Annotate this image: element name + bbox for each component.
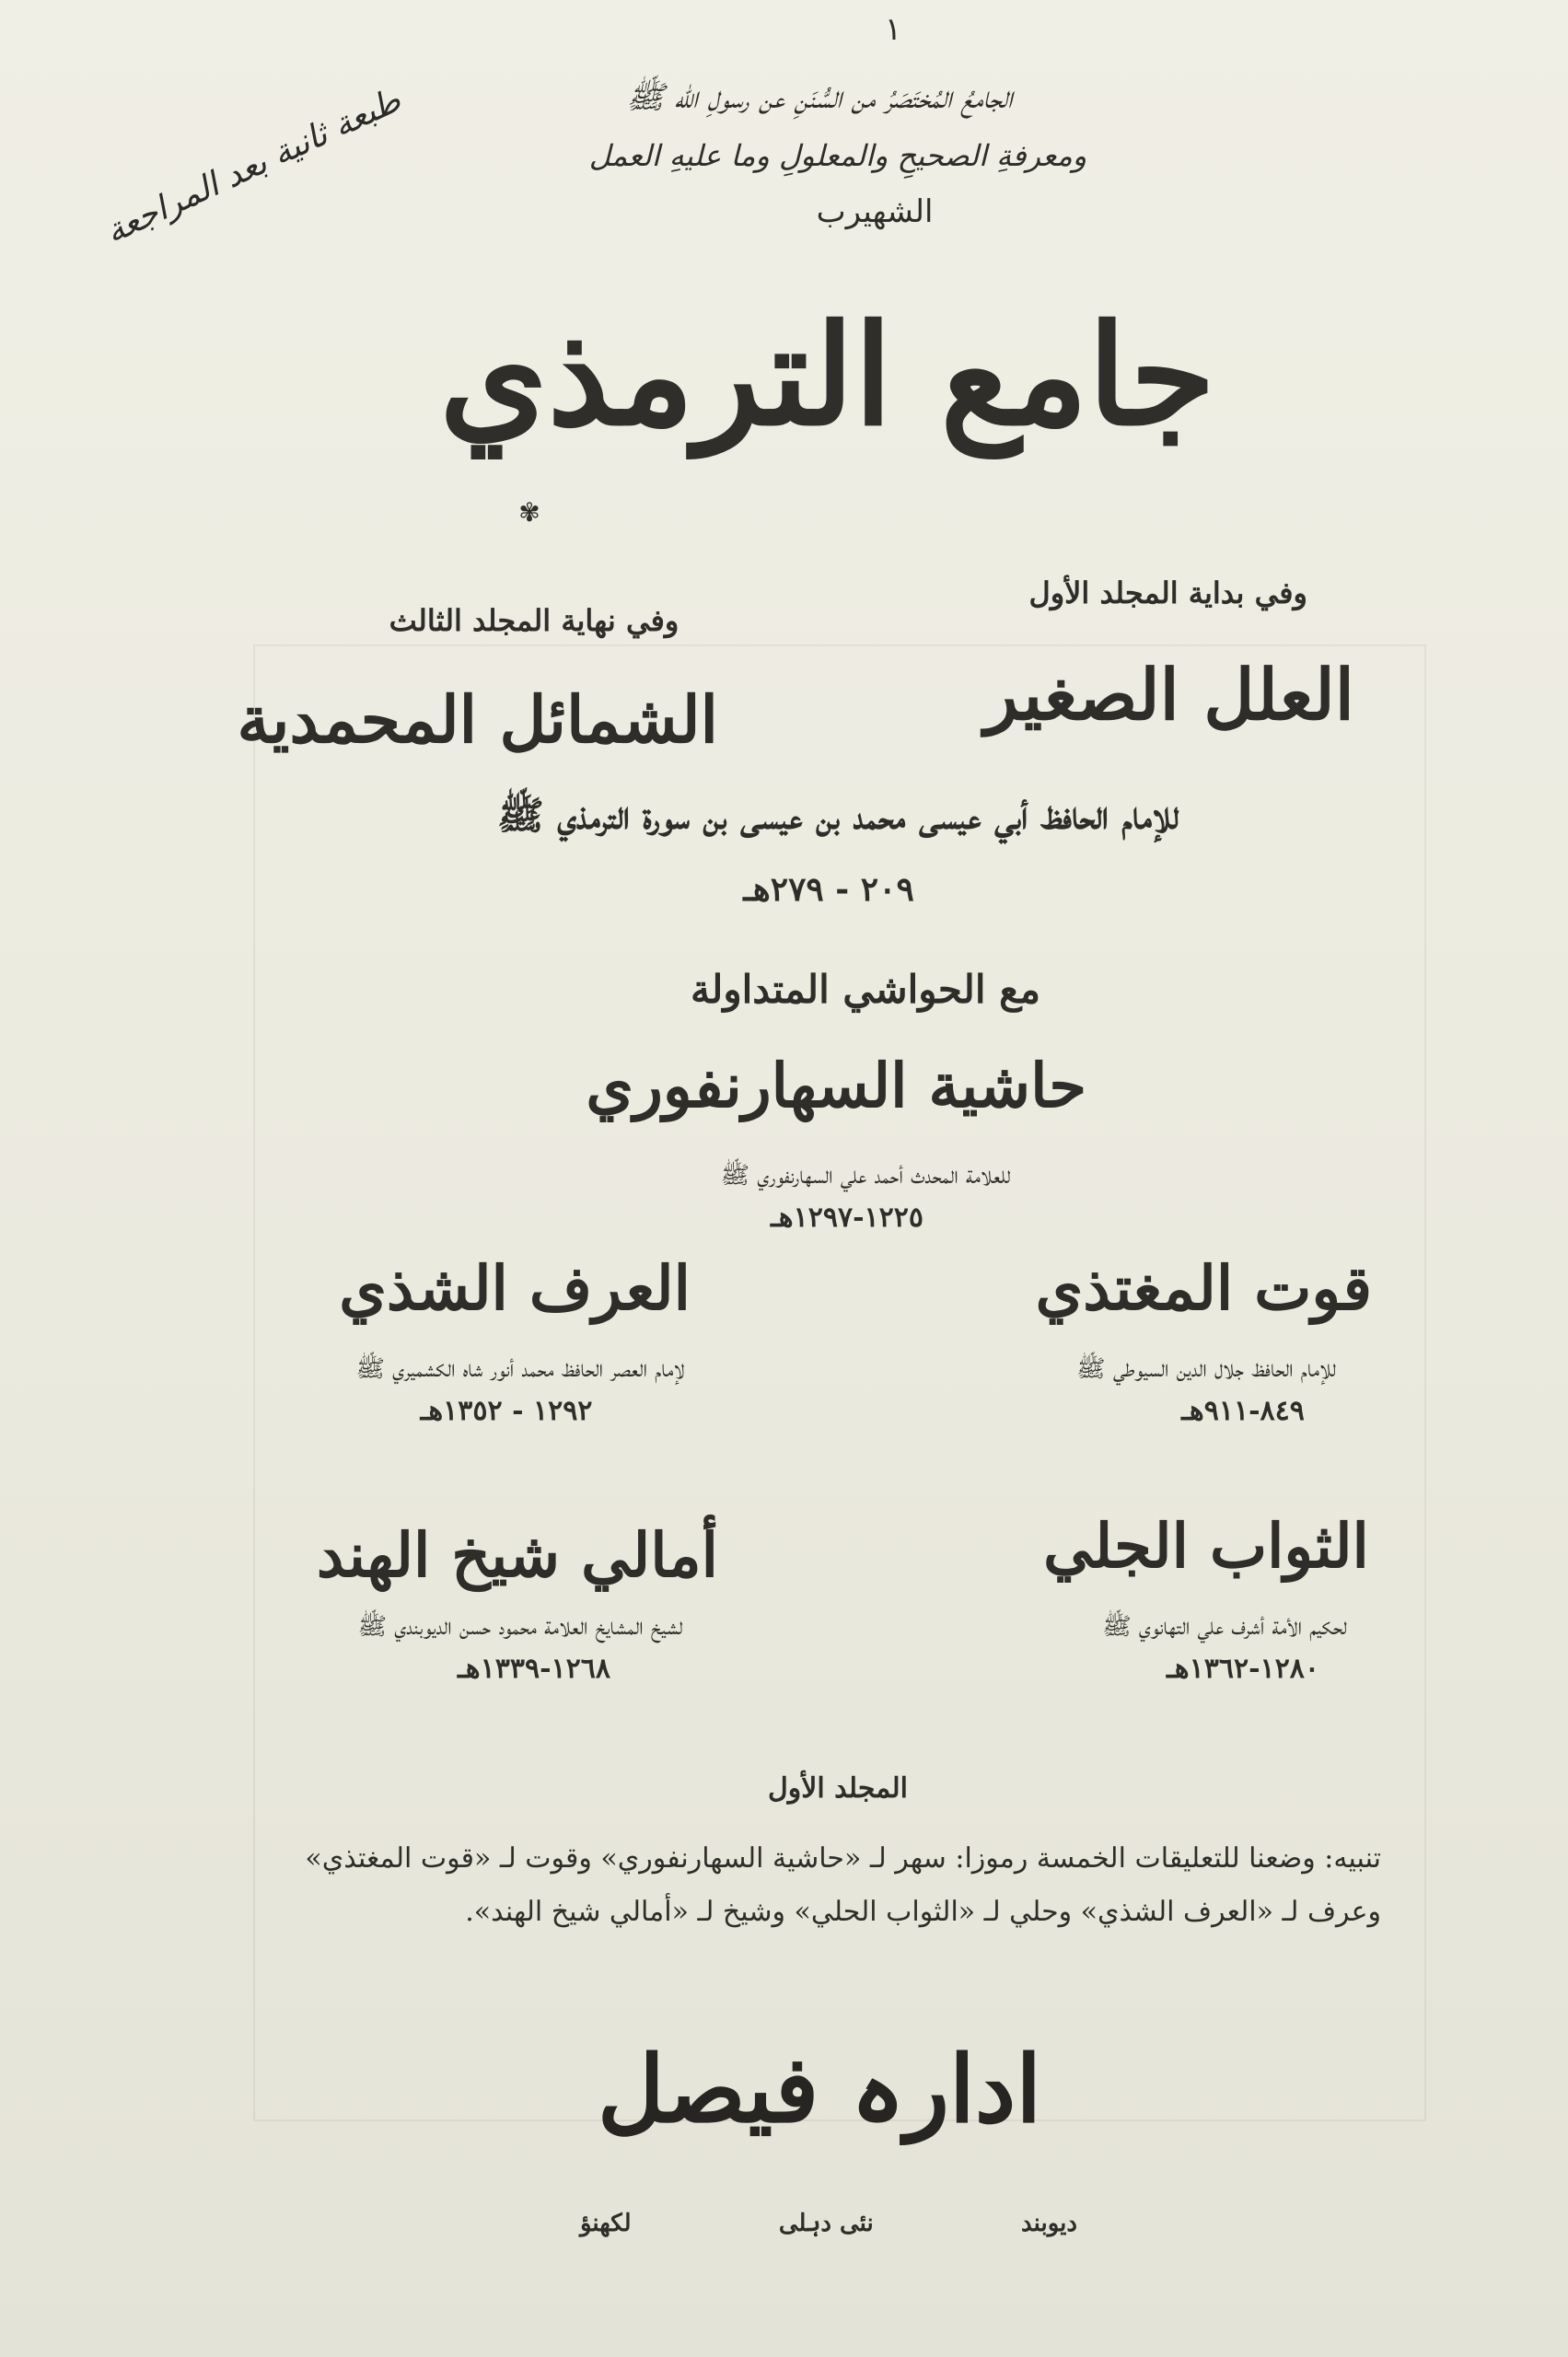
notice-line-1: تنبيه: وضعنا للتعليقات الخمسة رموزا: سهر لـ «حاشية السهارنفوري» وقوت لـ «قوت المغتذي»: [305, 1842, 1381, 1875]
hawashi-heading: مع الحواشي المتداولة: [691, 967, 1040, 1012]
saharanfuri-author: للعلامة المحدث أحمد علي السهارنفوري ﷺ: [720, 1162, 1011, 1190]
thawab-dates: ١٢٨٠-١٣٦٢هـ: [1167, 1653, 1319, 1685]
notice-line-2: وعرف لـ «العرف الشذي» وحلي لـ «الثواب الحلي» وشيخ لـ «أمالي شيخ الهند».: [465, 1896, 1381, 1928]
arf-title: العرف الشذي: [339, 1252, 691, 1324]
thawab-title: الثواب الجلي: [1043, 1510, 1369, 1582]
saharanfuri-dates: ١٢٢٥-١٢٩٧هـ: [771, 1202, 923, 1234]
publisher-logo: ادارہ فیصل: [597, 2035, 1042, 2143]
shamail-title: الشمائل المحمدية: [237, 681, 718, 758]
amali-dates: ١٢٦٨-١٣٣٩هـ: [458, 1653, 610, 1685]
header-line-1: الجامعُ المُختَصَرُ من السُّنَنِ عن رسولِ الله ﷺ: [626, 79, 1013, 116]
ornament-icon: ✾: [518, 497, 540, 528]
thawab-author: لحكيم الأمة أشرف علي التهانوي ﷺ: [1102, 1613, 1347, 1641]
notice: [193, 1832, 1381, 1939]
author-dates: ٢٠٩ - ٢٧٩هـ: [743, 870, 914, 909]
ilal-title: العلل الصغير: [984, 654, 1354, 736]
saharanfuri-title: حاشية السهارنفوري: [586, 1050, 1086, 1121]
amali-title: أمالي شيخ الهند: [316, 1519, 718, 1591]
city-deoband: دیوبند: [1021, 2210, 1077, 2237]
city-lucknow: لکھنؤ: [580, 2210, 632, 2237]
qut-author: للإمام الحافظ جلال الدين السيوطي ﷺ: [1076, 1355, 1336, 1383]
city-new-delhi: نئی دہلی: [778, 2210, 874, 2237]
volume-3-note: وفي نهاية المجلد الثالث: [389, 603, 679, 638]
main-title: جامع الترمذي: [439, 295, 1215, 457]
volume-label: المجلد الأول: [767, 1772, 909, 1805]
author-line: للإمام الحافظ أبي عيسى محمد بن عيسى بن سورة الترمذي ﷺ: [497, 793, 1179, 838]
arf-dates: ١٢٩٢ - ١٣٥٢هـ: [420, 1395, 593, 1427]
publisher-cities: [580, 2210, 1077, 2237]
handwritten-note: طبعة ثانية بعد المراجعة: [99, 81, 407, 251]
qut-title: قوت المغتذي: [1035, 1252, 1372, 1324]
header-line-2: ومعرفةِ الصحيحِ والمعلولِ وما عليهِ العمل: [588, 138, 1087, 173]
volume-1-note: وفي بداية المجلد الأول: [1028, 575, 1307, 610]
qut-dates: ٨٤٩-٩١١هـ: [1181, 1395, 1305, 1427]
arf-author: لإمام العصر الحافظ محمد أنور شاه الكشميري ﷺ: [355, 1355, 685, 1383]
header-line-3: الشهيرب: [816, 193, 934, 230]
amali-author: لشيخ المشايخ العلامة محمود حسن الديوبندي ﷺ: [357, 1613, 683, 1641]
page-number: ١: [884, 11, 902, 48]
